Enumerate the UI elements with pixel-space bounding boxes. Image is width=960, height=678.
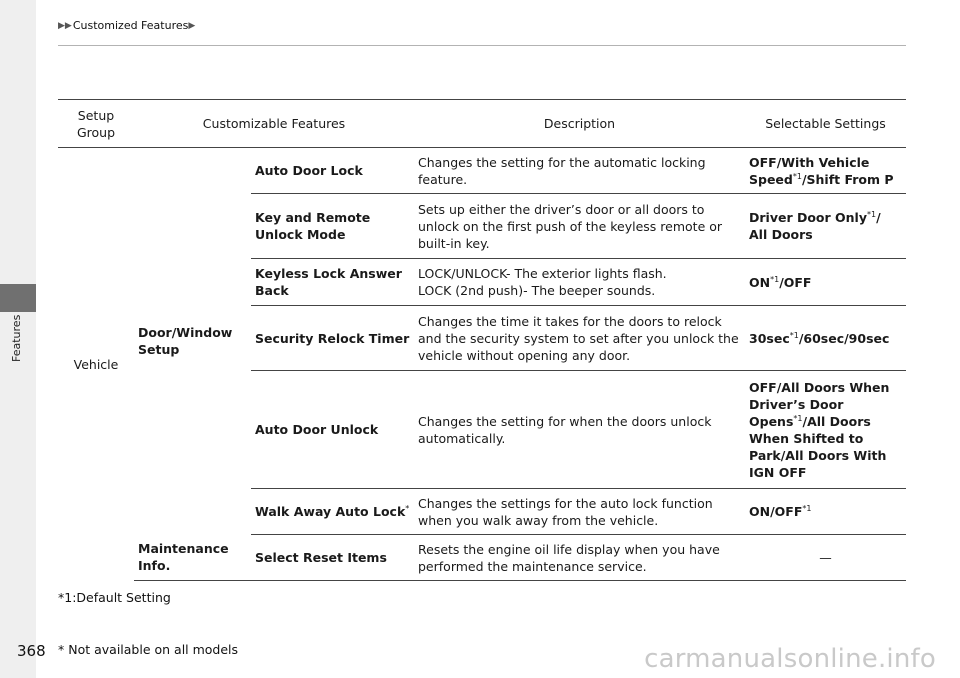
settings-cell: ON/OFF$^{*1}$ [745,489,906,535]
breadcrumb-arrow-icon: ▶▶ [58,20,72,31]
settings-cell: OFF/All Doors When Driver’s Door Opens$^{*1}$/All Doors When Shifted to Park/All Doors With IGN OFF [745,371,906,489]
breadcrumb-link-customized-features[interactable]: Customized Features [72,19,189,32]
feature-auto-door-unlock: Auto Door Unlock [251,371,414,489]
customization-table [58,99,906,581]
table-header-row [58,100,906,148]
feature-walk-away-auto-lock: Walk Away Auto Lock* [251,489,414,535]
section-tab-marker [0,284,36,312]
group-maintenance-info: Maintenance Info. [134,535,251,581]
settings-cell: $30\sec^{*1}/60\sec/90\sec$ [745,306,906,371]
settings-cell: ON$^{*1}$/OFF [745,259,906,306]
settings-cell: OFF/With Vehicle Speed$^{*1}$/Shift From P [745,148,906,194]
description-cell: Changes the setting for the automatic locking feature. [414,148,745,194]
watermark: carmanualsonline.info [644,644,936,674]
availability-footnote: * Not available on all models [58,642,239,657]
feature-keyless-lock-answer-back: Keyless Lock Answer Back [251,259,414,306]
feature-auto-door-lock: Auto Door Lock [251,148,414,194]
settings-cell: Driver Door Only$^{*1}$/ All Doors [745,194,906,259]
description-cell: Sets up either the driver’s door or all doors to unlock on the first push of the keyless remote or built-in key. [414,194,745,259]
table-row [58,535,906,581]
sidebar-section-label: Features [10,314,23,362]
default-setting-footnote: *1:Default Setting [58,590,171,605]
feature-security-relock-timer: Security Relock Timer [251,306,414,371]
page-number: 368 [17,642,46,660]
header-divider [58,45,906,46]
header-setup-group: Setup Group [58,100,134,148]
description-cell: Changes the setting for when the doors unlock automatically. [414,371,745,489]
description-cell: Changes the settings for the auto lock function when you walk away from the vehicle. [414,489,745,535]
description-cell: LOCK/UNLOCK- The exterior lights flash. LOCK (2nd push)- The beeper sounds. [414,259,745,306]
feature-key-remote-unlock-mode: Key and Remote Unlock Mode [251,194,414,259]
group-vehicle: Vehicle [73,356,119,372]
header-description: Description [414,100,745,148]
header-customizable-features: Customizable Features [134,100,414,148]
header-selectable-settings: Selectable Settings [745,100,906,148]
feature-select-reset-items: Select Reset Items [251,535,414,581]
breadcrumb [58,19,196,32]
table-row [58,148,906,194]
breadcrumb-arrow-icon: ▶ [188,20,196,31]
description-cell: Changes the time it takes for the doors to relock and the security system to set after you unlock the vehicle without opening any door. [414,306,745,371]
settings-cell: — [745,535,906,581]
description-cell: Resets the engine oil life display when you have performed the maintenance service. [414,535,745,581]
group-door-window-setup: Door/Window Setup [138,325,233,358]
